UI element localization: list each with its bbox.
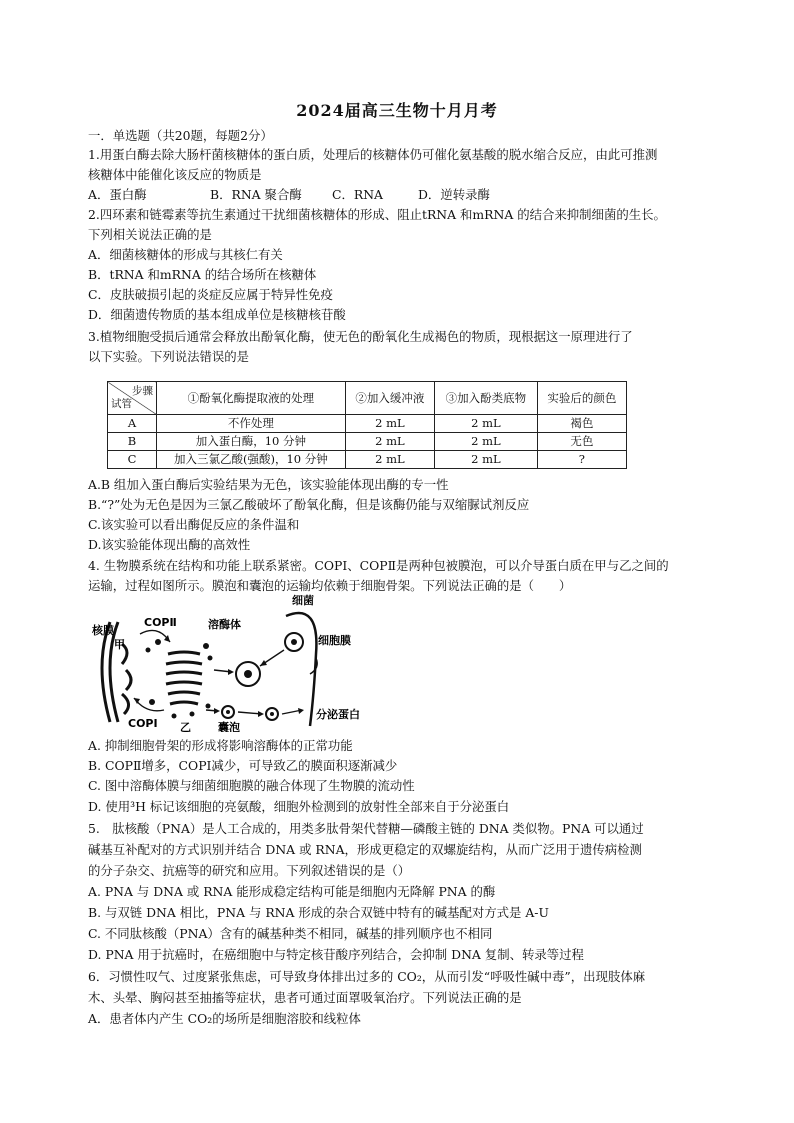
- q6-stem-line1: 6．习惯性叹气、过度紧张焦虑，可导致身体排出过多的 CO₂，从而引发“呼吸性碱中毒”，出现肢体麻: [88, 969, 646, 984]
- q2-stem-line2: 下列相关说法正确的是: [88, 227, 212, 242]
- table-cell: 加入蛋白酶，10 分钟: [157, 433, 346, 451]
- q2-option-a: A．细菌核糖体的形成与其核仁有关: [88, 247, 283, 262]
- vesicle-label: 囊泡: [218, 721, 240, 732]
- q5-stem-line3: 的分子杂交、抗癌等的研究和应用。下列叙述错误的是（）: [88, 863, 411, 878]
- q1-options: [88, 186, 490, 204]
- q5-option-c: C. 不同肽核酸（PNA）含有的碱基种类不相同，碱基的排列顺序也不相同: [88, 926, 493, 941]
- corner-tube-label: 试管: [111, 398, 132, 410]
- q6-stem-line2: 木、头晕、胸闷甚至抽搐等症状，患者可通过面罩吸氧治疗。下列说法正确的是: [88, 990, 522, 1005]
- table-header: ③加入酚类底物: [435, 382, 538, 415]
- cell-membrane: [286, 613, 316, 726]
- q4-option-b: B. COPⅡ增多，COPⅠ减少，可导致乙的膜面积逐渐减少: [88, 758, 398, 773]
- q3-option-b: B.“?”处为无色是因为三氯乙酸破坏了酚氧化酶，但是该酶仍能与双缩脲试剂反应: [88, 497, 530, 512]
- q3-option-a: A.B 组加入蛋白酶后实验结果为无色，该实验能体现出酶的专一性: [88, 477, 449, 492]
- q5-option-d: D. PNA 用于抗癌时，在癌细胞中与特定核苷酸序列结合，会抑制 DNA 复制、转录等过程: [88, 947, 584, 962]
- copii-label: COPⅡ: [144, 616, 177, 629]
- lysosome-label: 溶酶体: [208, 618, 241, 631]
- cell-membrane-label: 细胞膜: [318, 634, 351, 647]
- table-row: [108, 415, 627, 433]
- q6-option-a: A．患者体内产生 CO₂的场所是细胞溶胶和线粒体: [88, 1011, 361, 1026]
- q3-stem-line1: 3.植物细胞受损后通常会释放出酚氧化酶，使无色的酚氧化生成褐色的物质，现根据这一原理进行了: [88, 329, 633, 344]
- experiment-table: [107, 381, 627, 469]
- table-cell: 2 mL: [345, 433, 434, 451]
- table-header: ②加入缓冲液: [345, 382, 434, 415]
- q5-option-b: B. 与双链 DNA 相比，PNA 与 RNA 形成的杂合双链中特有的碱基配对方式是 A-U: [88, 905, 549, 920]
- q1-stem-line2: 核糖体中能催化该反应的物质是: [88, 167, 262, 182]
- table-cell: 2 mL: [345, 451, 434, 469]
- table-row: [108, 451, 627, 469]
- vesicle-transport-figure: [88, 594, 388, 732]
- table-cell: A: [108, 415, 157, 433]
- table-header: ①酚氧化酶提取液的处理: [157, 382, 346, 415]
- nuclear-membrane-label: 核膜: [92, 624, 114, 637]
- table-cell: 无色: [537, 433, 626, 451]
- table-cell: 2 mL: [435, 451, 538, 469]
- q4-option-a: A. 抑制细胞骨架的形成将影响溶酶体的正常功能: [88, 738, 353, 753]
- table-cell: 2 mL: [435, 433, 538, 451]
- bacteria-label: 细菌: [292, 594, 314, 607]
- er-label: 甲: [114, 638, 125, 651]
- q4-stem-line2: 运输，过程如图所示。膜泡和囊泡的运输均依赖于细胞骨架。下列说法正确的是（ ）: [88, 578, 572, 593]
- table-cell: 不作处理: [157, 415, 346, 433]
- secreted-protein-label: 分泌蛋白: [316, 708, 360, 721]
- table-cell: B: [108, 433, 157, 451]
- er-stack: [122, 644, 131, 714]
- q4-stem-line1: 4. 生物膜系统在结构和功能上联系紧密。COPI、COPⅡ是两种包被膜泡，可以介导蛋白质在甲与乙之间的: [88, 558, 669, 573]
- q1-option-d: D．逆转录酶: [418, 187, 490, 202]
- q3-stem-line2: 以下实验。下列说法错误的是: [88, 349, 250, 364]
- q2-option-b: B．tRNA 和mRNA 的结合场所在核糖体: [88, 267, 317, 282]
- q2-option-d: D．细菌遗传物质的基本组成单位是核糖核苷酸: [88, 307, 346, 322]
- table-cell: 加入三氯乙酸(强酸)，10 分钟: [157, 451, 346, 469]
- q5-option-a: A. PNA 与 DNA 或 RNA 能形成稳定结构可能是细胞内无降解 PNA 的酶: [88, 884, 496, 899]
- page-title: 2024届高三生物十月月考: [296, 101, 498, 120]
- q5-stem-line2: 碱基互补配对的方式识别并结合 DNA 或 RNA，形成更稳定的双螺旋结构，从而广泛用于遗传病检测: [88, 842, 642, 857]
- nuclear-membrane-inner: [110, 622, 118, 722]
- golgi-label: 乙: [180, 721, 191, 732]
- table-cell: ?: [537, 451, 626, 469]
- table-corner: [108, 382, 157, 415]
- q1-option-b: B．RNA 聚合酶: [210, 187, 302, 202]
- q2-stem-line1: 2.四环素和链霉素等抗生素通过干扰细菌核糖体的形成、阻止tRNA 和mRNA 的结合来抑制细菌的生长。: [88, 207, 666, 222]
- table-row: [108, 433, 627, 451]
- table-cell: C: [108, 451, 157, 469]
- q3-option-c: C.该实验可以看出酶促反应的条件温和: [88, 517, 300, 532]
- q1-option-c: C．RNA: [332, 187, 383, 202]
- q1-stem-line1: 1.用蛋白酶去除大肠杆菌核糖体的蛋白质，处理后的核糖体仍可催化氨基酸的脱水缩合反应，由此可推测: [88, 147, 658, 162]
- table-cell: 2 mL: [435, 415, 538, 433]
- q4-option-c: C. 图中溶酶体膜与细菌细胞膜的融合体现了生物膜的流动性: [88, 778, 415, 793]
- q1-option-a: A．蛋白酶: [88, 187, 147, 202]
- q4-option-d: D. 使用³H 标记该细胞的亮氨酸，细胞外检测到的放射性全部来自于分泌蛋白: [88, 799, 510, 814]
- q5-stem-line1: 5. 肽核酸（PNA）是人工合成的，用类多肽骨架代替糖—磷酸主链的 DNA 类似物。PNA 可以通过: [88, 821, 644, 836]
- table-cell: 2 mL: [345, 415, 434, 433]
- q3-option-d: D.该实验能体现出酶的高效性: [88, 537, 251, 552]
- golgi-stack: [166, 652, 202, 704]
- section-heading: 一．单选题（共20题，每题2分）: [88, 128, 273, 143]
- q2-option-c: C．皮肤破损引起的炎症反应属于特异性免疫: [88, 287, 333, 302]
- table-cell: 褐色: [537, 415, 626, 433]
- table-header: 实验后的颜色: [537, 382, 626, 415]
- copi-label: COPⅠ: [128, 717, 158, 730]
- corner-steps-label: 步骤: [132, 385, 153, 397]
